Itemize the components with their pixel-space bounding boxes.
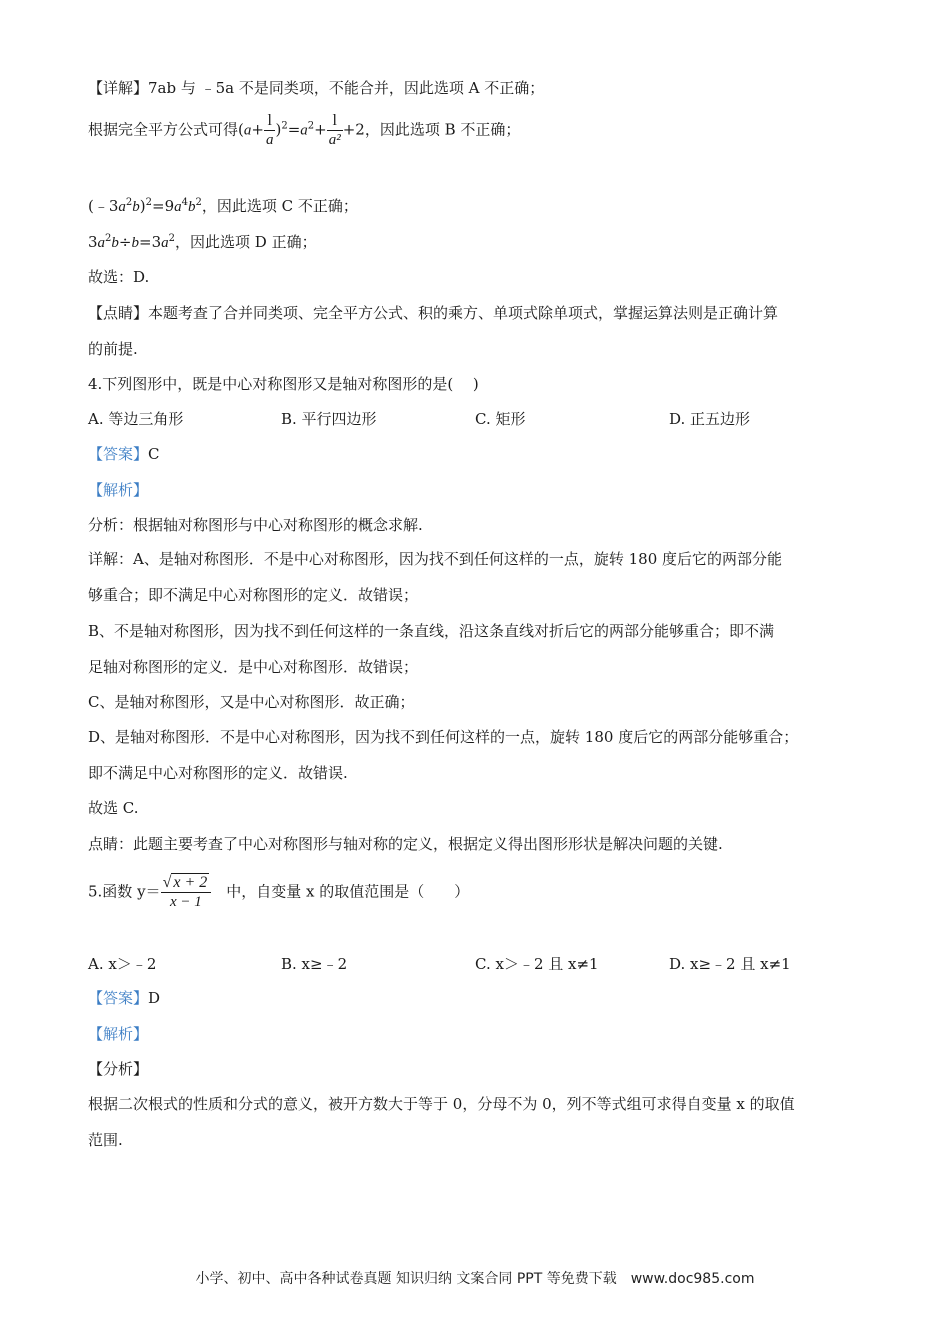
q5-answer-tag: 【答案】 xyxy=(88,989,149,1007)
detail-tag: 【详解】 xyxy=(88,79,149,97)
q5-denominator: x − 1 xyxy=(161,892,212,911)
detail-text-4: ，因此选项 D 正确； xyxy=(175,233,317,251)
fraction-one-over-a-squared: $\frac{l}{\text{a²}}$ xyxy=(328,112,341,148)
q5-option-c: C. x＞﹣2 且 x≠1 xyxy=(475,955,599,973)
q4-answer-tag: 【答案】 xyxy=(88,445,149,463)
question-5-stem xyxy=(88,874,469,911)
question-4-stem: 4.下列图形中，既是中心对称图形又是轴对称图形的是( ) xyxy=(88,375,479,393)
comment-text-1: 本题考查了合并同类项、完全平方公式、积的乘方、单项式除单项式，掌握运算法则是正确计算 xyxy=(148,304,779,322)
detail-line-2: 根据完全平方公式可得(a+ $\frac{l}{a}$ )$^2=a^2+$ $\frac{l}{\text{a²}}$ +2，因此选项 B 不正确； xyxy=(88,112,521,148)
q4-line: D、是轴对称图形．不是中心对称图形，因为找不到任何这样的一点，旋转 180 度后它的两部分能够重合； xyxy=(88,728,799,746)
q5-analysis-head: 【分析】 xyxy=(88,1060,149,1078)
q5-option-a: A. x＞﹣2 xyxy=(88,955,157,973)
q4-line: 够重合；即不满足中心对称图形的定义．故错误； xyxy=(88,586,419,604)
detail-line-4: $3a^2b\div b=3a^2$，因此选项 D 正确； xyxy=(88,233,317,251)
q5-stem-post: 中，自变量 x 的取值范围是（ ） xyxy=(226,882,470,901)
q5-option-b: B. x≥﹣2 xyxy=(281,955,348,973)
comment-tag: 【点睛】 xyxy=(88,304,149,322)
q5-answer-line xyxy=(88,987,160,1009)
q4-option-d: D. 正五边形 xyxy=(669,410,751,428)
q4-line: B、不是轴对称图形，因为找不到任何这样的一条直线，沿这条直线对折后它的两部分能够重合；即不满 xyxy=(88,622,775,640)
q4-line: 足轴对称图形的定义．是中心对称图形．故错误； xyxy=(88,658,419,676)
detail-line-3: $(﹣3a^2b)^2=9a^4b^2$，因此选项 C 不正确； xyxy=(88,197,358,215)
comment-line-2: 的前提. xyxy=(88,340,138,358)
page-footer: 小学、初中、高中各种试卷真题 知识归纳 文案合同 PPT 等免费下载 www.doc985.com xyxy=(195,1271,755,1287)
q5-answer: D xyxy=(148,989,161,1007)
q5-line: 根据二次根式的性质和分式的意义，被开方数大于等于 0，分母不为 0，列不等式组可求得自变量 x 的取值 xyxy=(88,1095,795,1113)
detail-text-1: 7ab 与 ﹣5a 不是同类项，不能合并，因此选项 A 不正确； xyxy=(148,79,545,97)
fraction-one-over-a: $\frac{l}{a}$ xyxy=(265,112,274,148)
q4-line: 点睛：此题主要考查了中心对称图形与轴对称的定义，根据定义得出图形形状是解决问题的关键. xyxy=(88,835,723,853)
q4-line: 详解：A、是轴对称图形．不是中心对称图形，因为找不到任何这样的一点，旋转 180 度后它的两部分能 xyxy=(88,550,783,568)
q4-option-a: A. 等边三角形 xyxy=(88,410,184,428)
q4-line: 即不满足中心对称图形的定义．故错误. xyxy=(88,764,348,782)
q5-option-d: D. x≥﹣2 且 x≠1 xyxy=(669,955,791,973)
detail-text-3: ，因此选项 C 不正确； xyxy=(201,197,358,215)
q5-line: 范围. xyxy=(88,1131,123,1149)
q4-answer: C xyxy=(148,445,160,463)
q4-answer-line xyxy=(88,443,160,465)
q4-analysis-tag: 【解析】 xyxy=(88,481,149,499)
q4-line: 分析：根据轴对称图形与中心对称图形的概念求解. xyxy=(88,516,423,534)
detail-text-2-pre: 根据完全平方公式可得 xyxy=(88,120,239,139)
choose-line: 故选：D. xyxy=(88,268,150,286)
q4-option-b: B. 平行四边形 xyxy=(281,410,377,428)
detail-line-1 xyxy=(88,77,544,99)
q5-radicand: x + 2 xyxy=(173,874,208,891)
q5-analysis-tag: 【解析】 xyxy=(88,1025,149,1043)
q4-option-c: C. 矩形 xyxy=(475,410,526,428)
q4-line: C、是轴对称图形，又是中心对称图形．故正确； xyxy=(88,693,415,711)
q5-stem-pre: 5.函数 y＝ xyxy=(88,882,161,901)
comment-line-1 xyxy=(88,302,778,324)
detail-text-2-post: ，因此选项 B 不正确； xyxy=(364,120,521,139)
q5-fraction: $\frac{√ x + 2}{x - 1}$ xyxy=(161,874,212,911)
q4-line: 故选 C. xyxy=(88,799,139,817)
